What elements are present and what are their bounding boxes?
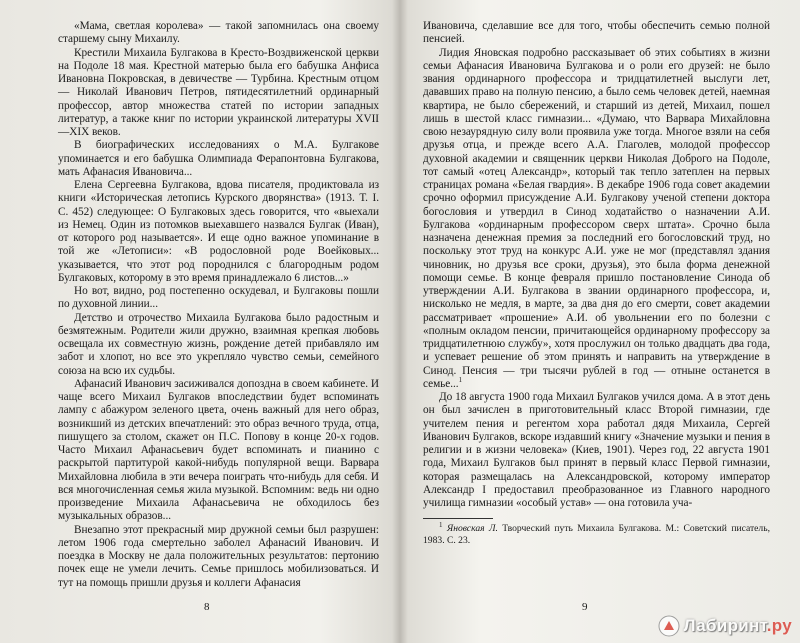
footnote bbox=[423, 523, 770, 546]
footnote-marker: 1 bbox=[458, 375, 463, 384]
page-number: 9 bbox=[582, 601, 588, 613]
watermark-logo bbox=[658, 615, 792, 637]
paragraph: Елена Сергеевна Булгакова, вдова писателя, продиктовала из книги «Историческая летопись Курского дворянства» (1913. Т. I. С. 452) следующее: О Булгаковых здесь говорится, что «выехали из Немец. Один из потомков выехавшего назвался Булгак (Иван), от которого род называется». И еще одно важное упоминание в той же «Летописи»: «В родословной роде Воейковых... указывается, что этот род породнился с благородным родом Булгаковых, которому в это время принадлежало 6 листов...» bbox=[58, 179, 379, 284]
paragraph: Крестили Михаила Булгакова в Кресто-Воздвиженской церкви на Подоле 18 мая. Крестной матерью была его бабушка Анфиса Ивановна Покровская, в девичестве — Турбина. Крестным отцом — Николай Иванович Петров, пятидесятилетний ординарный профессор, автор множества статей по истории западных литератур, а также книг по истории украинской литературы XVII—XIX веков. bbox=[58, 46, 379, 138]
watermark-text: Лабиринт.ру bbox=[683, 616, 792, 635]
paragraph: Афанасий Иванович засиживался допоздна в своем кабинете. И чаще всего Михаил Булгаков впоследствии будет вспоминать лампу с абажуром зеленого цвета, очень важный для него образ, возникший из детских впечатлений: это образ вечного труда, отца, пишущего за столом, скажет он П.С. Попову в конце 20-х годов. Часто Михаил Афанасьевич будет вспоминать и пианино с раскрытой партитурой какой-нибудь популярной вещи. Варвара Михайловна любила в эти вечера поиграть что-нибудь для себя. И вся многочисленная семья жила музыкой. Вспомним: ведь ни одно произведение Михаила Афанасьевича не обходилось без музыкальных образов... bbox=[58, 377, 379, 523]
footnote-author: Яновская Л. bbox=[446, 523, 498, 535]
paragraph: В биографических исследованиях о М.А. Булгакове упоминается и его бабушка Олимпиада Ферапонтовна Булгакова, мать Афанасия Ивановича... bbox=[58, 139, 379, 178]
footnote-text bbox=[423, 523, 770, 546]
paragraph-text: Лидия Яновская подробно рассказывает об этих событиях в жизни семьи Афанасия Ивановича Булгакова и о роли его друзей: не было звания ординарного профессора и тридцатилетней выслуги лет, дававших право на полную пенсию, а было семь человек детей, наемная квартира, не было сбережений, и старший из детей, Михаил, пошел лишь в шестой класс гимназии... «Думаю, что Варвара Михайловна свою незаурядную силу воли проявила уже тогда. Многое взяли на себя друзья отца, и прежде всего А.А. Глаголев, молодой профессор духовной академии и священник церкви Николая Доброго на Подоле, тот самый «отец Александр», который так тепло затеплен на первых страницах романа «Белая гвардия». В декабре 1906 года совет академии срочно оформил присуждение А.И. Булгакову ученой степени доктора богословия и утвердил в Синод ходатайство о назначении А.И. Булгакова «ординарным профессором сверх штата». Срочно была назначена денежная премия за последний его богословский труд, но поскольку этот труд на конкурс А.И. уже не мог (представлял здания чиновник, но друзья все сроки, друзья), это была форма денежной помощи семье. В конце февраля пришло постановление Синода об утверждении А.И. Булгакова в звании ординарного профессора, и, нисколько не медля, в марте, за два дня до его смерти, совет академии рассматривает «прошение» А.И. об увольнении его по болезни с «полным окладом пенсии, причитающейся ординарному профессору за тридцатилетнюю службу», хотя прослужил он только двадцать два года, и успевает решение об этом принять и направить на утверждение в Синод. Пенсия — три тысячи рублей в год — отныне останется в семье... bbox=[423, 46, 770, 390]
page-number: 8 bbox=[204, 601, 210, 613]
right-page bbox=[401, 0, 800, 643]
left-page-text bbox=[58, 20, 379, 590]
footnote-number: 1 bbox=[439, 521, 443, 530]
paragraph: Детство и отрочество Михаила Булгакова было радостным и безмятежным. Родители жили дружно, взаимная крепкая любовь освещала их совместную жизнь, рождение детей прибавляло им забот и хлопот, но все это укрепляло чувство семьи, семейного союза на всю их судьбы. bbox=[58, 311, 379, 377]
labyrinth-icon bbox=[658, 615, 680, 637]
paragraph: «Мама, светлая королева» — такой запомнилась она своему старшему сыну Михаилу. bbox=[58, 20, 379, 46]
paragraph bbox=[423, 47, 770, 392]
paragraph: Внезапно этот прекрасный мир дружной семьи был разрушен: летом 1906 года смертельно заболел Афанасий Иванович. И поездка в Москву не дала положительных результатов: пертонию почек еще не умели лечить. Семье пришлось мобилизоваться. И тут на помощь пришли друзья и коллеги Афанасия bbox=[58, 523, 379, 589]
left-page bbox=[0, 0, 399, 643]
paragraph: Но вот, видно, род постепенно оскудевал, и Булгаковы пошли по духовной линии... bbox=[58, 285, 379, 311]
footnote-divider bbox=[423, 518, 493, 519]
paragraph: Ивановича, сделавшие все для того, чтобы обеспечить семью полной пенсией. bbox=[423, 20, 770, 46]
footnote-citation: Творческий путь Михаила Булгакова. М.: Советский писатель, 1983. С. 23. bbox=[423, 523, 770, 546]
right-page-text bbox=[423, 20, 770, 510]
paragraph: До 18 августа 1900 года Михаил Булгаков учился дома. А в этот день он был зачислен в приготовительный класс Второй гимназии, где учителем пения и регентом хора работал дядя Михаила, Сергей Иванович Булгаков, вскоре издавший книгу «Значение музыки и пения в религии и в жизни человека» (Киев, 1901). Через год, 22 августа 1901 года, Михаил Булгаков был принят в первый класс Первой гимназии, которая размещалась на Александровской, которому император Александр I предоставил преобразованное из Главного народного училища гимназии «особый устав» — она готовила уча- bbox=[423, 391, 770, 509]
